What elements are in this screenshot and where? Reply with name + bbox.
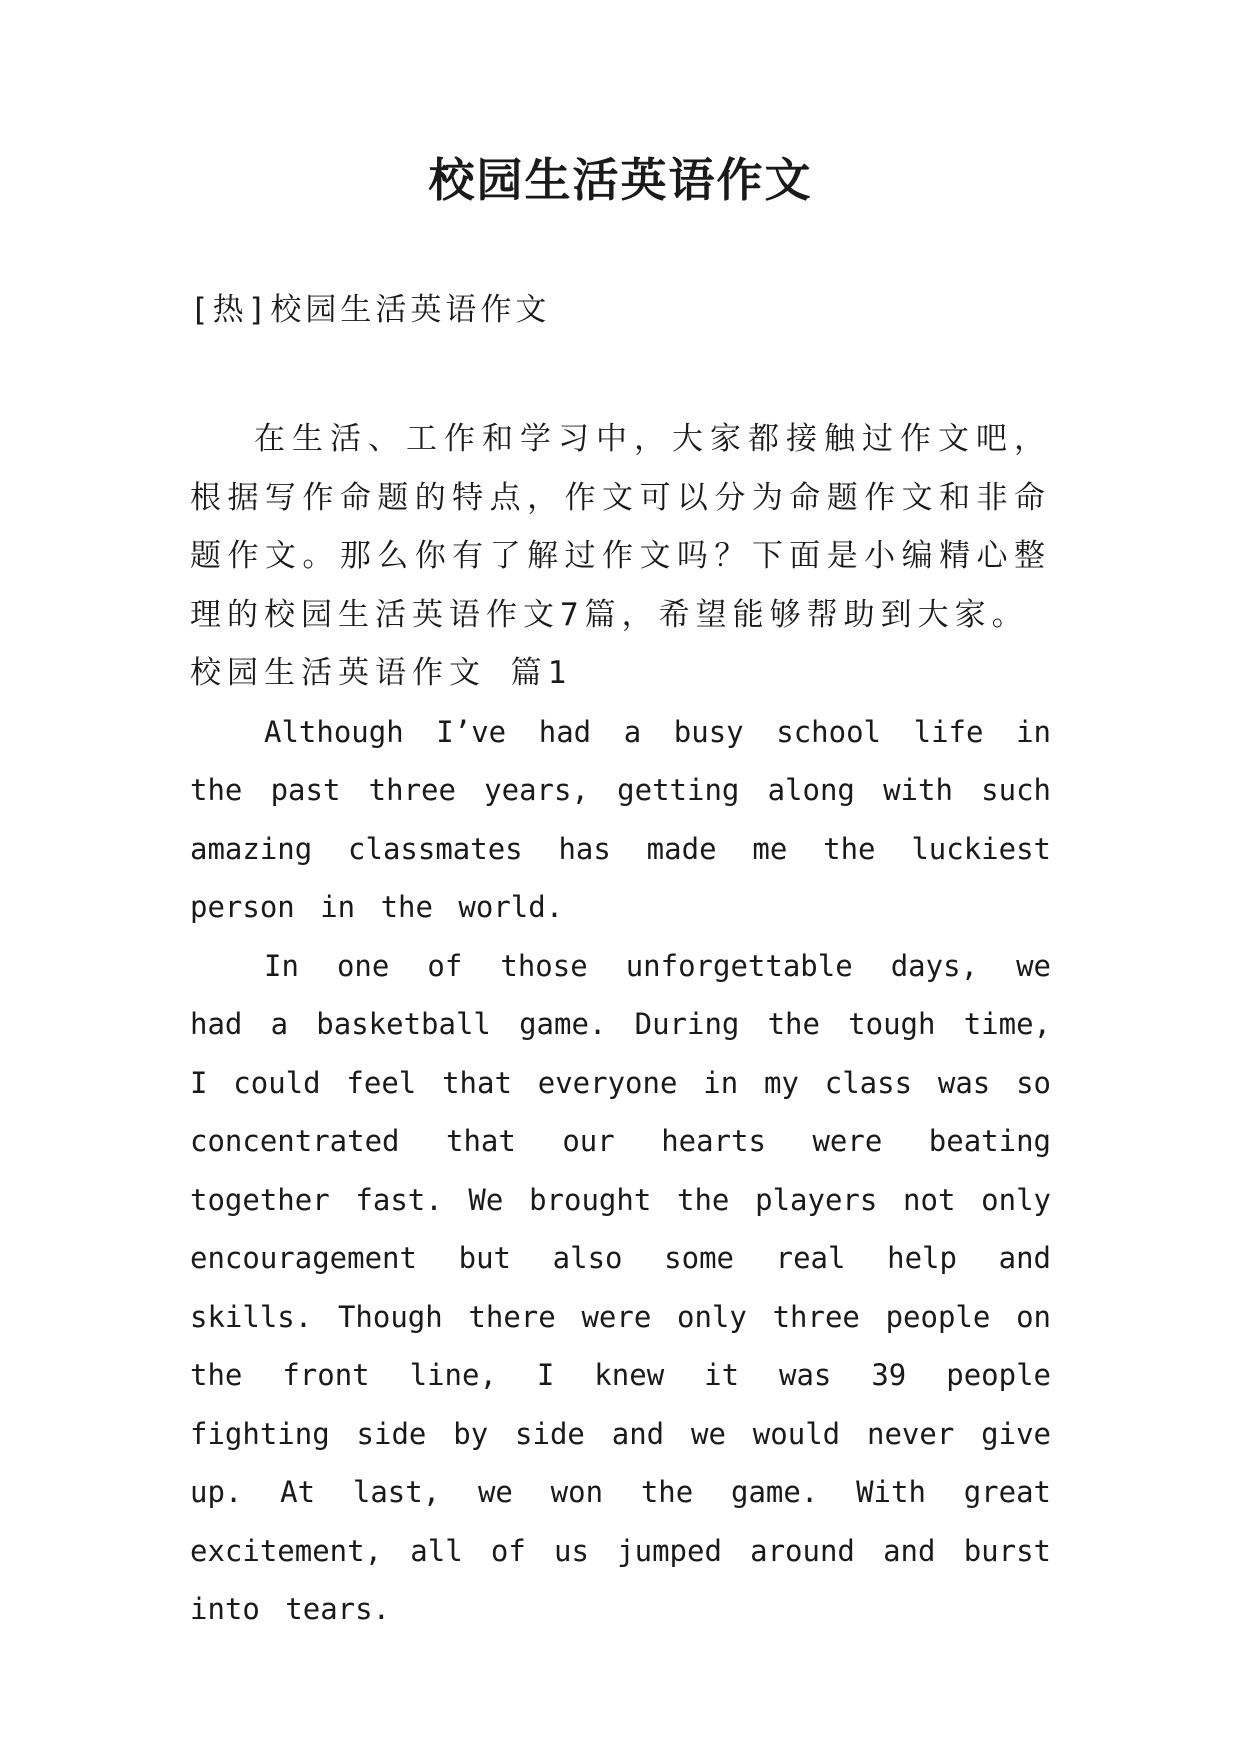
essay-paragraph: Although I’ve had a busy school life in the past three years, getting along with such amazing classmates has made me the luckiest person in the world. — [190, 714, 1051, 924]
section-heading: 校园生活英语作文 篇1 — [190, 655, 573, 691]
essay-paragraph: In one of those unforgettable days, we had a basketball game. During the tough time, I could feel that everyone in my class was so concentrated that our hearts were beating together fast. We brought the players not only encouragement but also some real help and skills. Though there were only three people on the front line, I knew it was 39 people fighting side by side and we would never give up. At last, we won the game. With great excitement, all of us jumped around and burst into tears. — [190, 948, 1051, 1626]
document-body — [190, 410, 1051, 1639]
intro-paragraph: 在生活、工作和学习中，大家都接触过作文吧，根据写作命题的特点，作文可以分为命题作文和非命题作文。那么你有了解过作文吗？下面是小编精心整理的校园生活英语作文7篇，希望能够帮助到大家。 — [190, 421, 1051, 633]
document-subtitle: [热]校园生活英语作文 — [190, 292, 551, 328]
document-title: 校园生活英语作文 — [428, 153, 813, 207]
